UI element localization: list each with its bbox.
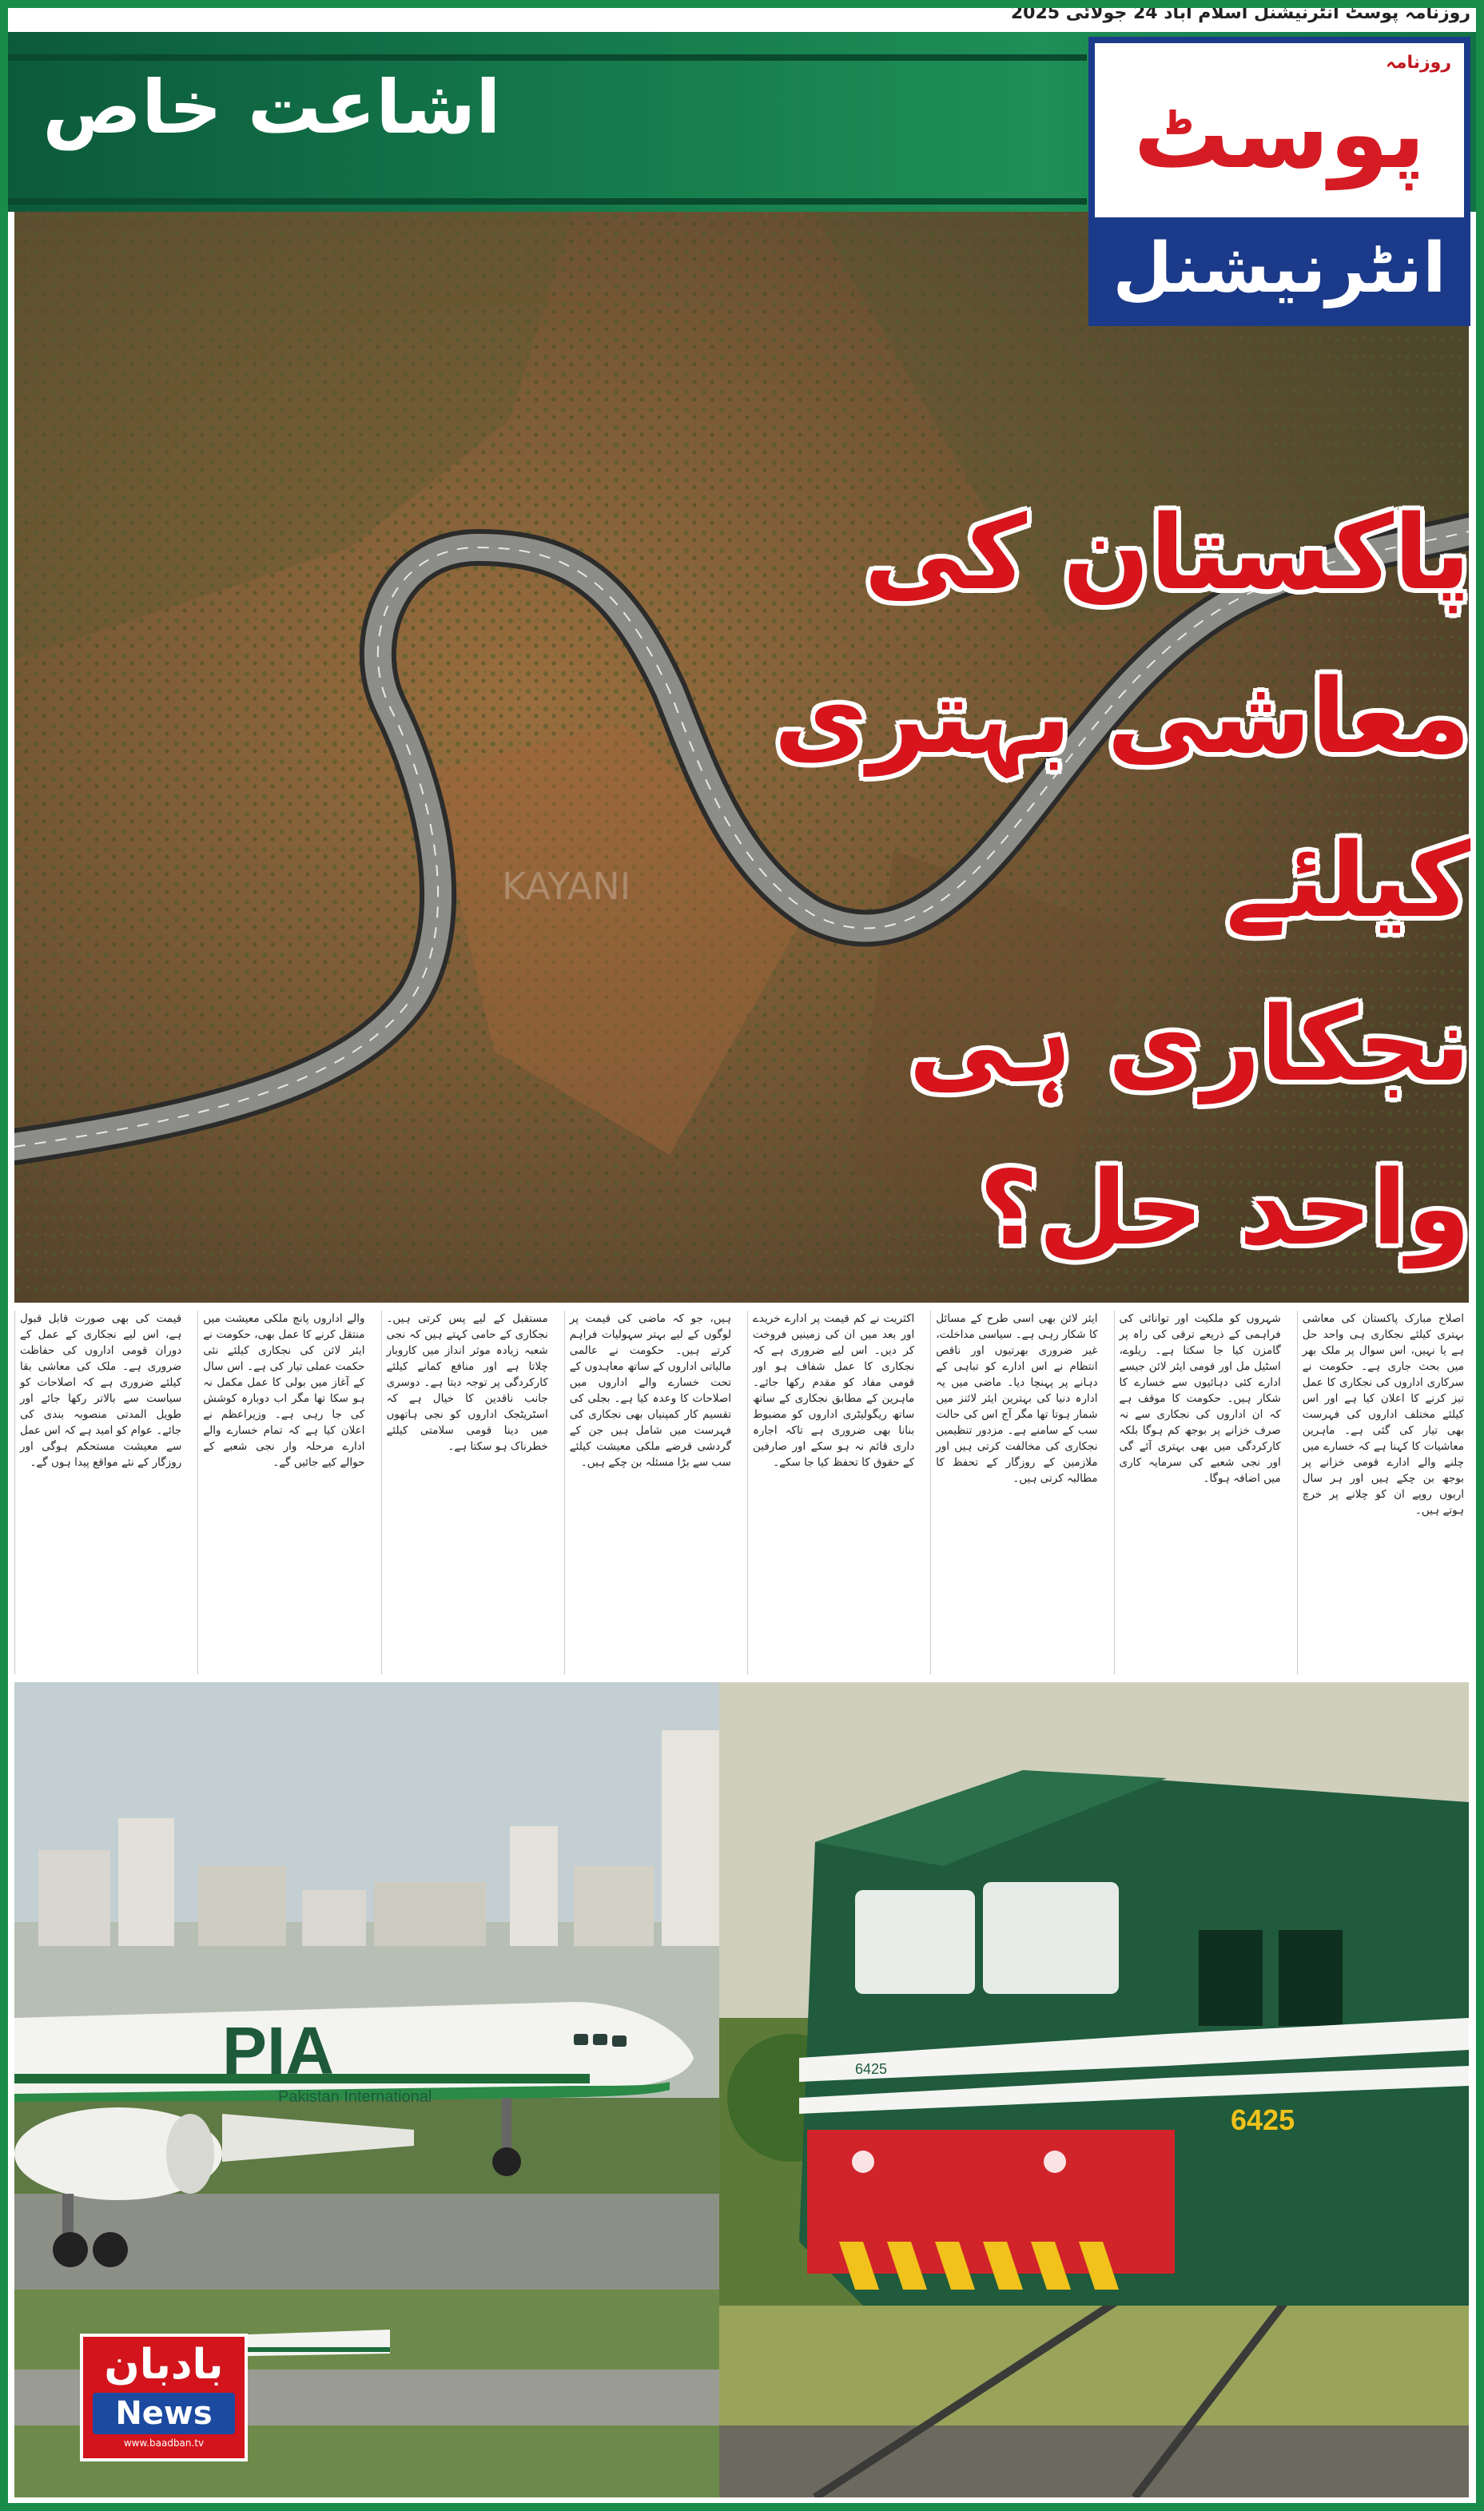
masthead-top xyxy=(1095,43,1464,207)
train-illustration xyxy=(719,1682,1469,2497)
headline-line: کیلئے xyxy=(1225,822,1470,941)
dateline: روزنامہ پوسٹ انٹرنیشنل اسلام آباد 24 جولائی 2025 xyxy=(1010,3,1470,23)
logo-news: News xyxy=(93,2393,235,2434)
masthead-name: پوسٹ xyxy=(1133,79,1426,190)
headline-line: نجکاری ہی xyxy=(909,985,1470,1104)
article-column: قیمت کی بھی صورت قابل قبول ہے، اس لیے نجکاری کے عمل کے دوران قومی اداروں کی حفاظت ضروری ہے۔ ملک کی معاشی بقا کیلئے ضروری ہے کہ اصلاحات کو سیاست سے بالاتر رکھا جائے اور طویل المدتی منصوبہ بندی کی جائے۔ عوام کو امید ہے کہ اس عمل سے معیشت مستحکم ہوگی اور روزگار کے نئے مواقع پیدا ہوں گے۔ xyxy=(14,1311,186,1674)
article-column: مستقبل کے لیے پس کرتی ہیں۔ نجکاری کے حامی کہتے ہیں کہ نجی شعبہ زیادہ موثر انداز میں کاروبار چلاتا ہے اور منافع کمانے کیلئے کارکردگی پر توجہ دیتا ہے۔ دوسری جانب ناقدین کا خیال ہے کہ اسٹریٹجک اداروں کو نجی ہاتھوں میں دینا قومی سلامتی کیلئے خطرناک ہو سکتا ہے۔ xyxy=(381,1311,553,1674)
article-column: اکثریت نے کم قیمت پر ادارے خریدے اور بعد میں ان کی زمینیں فروخت کر دیں۔ اس لیے ضروری ہے کہ نجکاری کا عمل شفاف ہو اور قومی مفاد کو مقدم رکھا جائے۔ ماہرین کے مطابق نجکاری کے ساتھ ساتھ ریگولیٹری اداروں کو مضبوط بنانا بھی ضروری ہے تاکہ اجارہ داری قائم نہ ہو سکے اور صارفین کے حقوق کا تحفظ کیا جا سکے۔ xyxy=(747,1311,919,1674)
plane-sub: Pakistan International xyxy=(278,2088,432,2106)
article-column: ہیں، جو کہ ماضی کی قیمت پر لوگوں کے لیے بہتر سہولیات فراہم کرتے ہیں۔ حکومت نے عالمی مالیاتی اداروں کے ساتھ معاہدوں کے تحت خسارے والے اداروں میں اصلاحات کا وعدہ کیا ہے۔ بجلی کی تقسیم کار کمپنیاں بھی نجکاری کی فہرست میں شامل ہیں جن کے گردشی قرضے ملکی معیشت کیلئے سب سے بڑا مسئلہ بن چکے ہیں۔ xyxy=(564,1311,736,1674)
photo-train xyxy=(719,1682,1469,2497)
masthead-logo[interactable] xyxy=(1088,37,1470,326)
logo-url: www.baadban.tv xyxy=(123,2437,205,2449)
headline-line: پاکستان کی xyxy=(864,494,1470,613)
article-column: ایئر لائن بھی اسی طرح کے مسائل کا شکار رہی ہے۔ سیاسی مداخلت، غیر ضروری بھرتیوں اور ناقص انتظام نے اس ادارے کو تباہی کے دہانے پر پہنچا دیا۔ ماضی میں یہ ادارہ دنیا کی بہترین ایئر لائنز میں شمار ہوتا تھا مگر آج اس کی حالت سب کے سامنے ہے۔ مزدور تنظیمیں نجکاری کی مخالفت کرتی ہیں اور ملازمین کے روزگار کے تحفظ کا مطالبہ کرتی ہیں۔ xyxy=(930,1311,1102,1674)
badban-news-logo[interactable] xyxy=(80,2334,248,2461)
article-column: والے اداروں پانچ ملکی معیشت میں منتقل کرنے کا عمل بھی، حکومت نے ایئر لائن کی نجکاری کیلئے نئی حکمت عملی تیار کی ہے۔ اس سال کے آغاز میں بولی کا عمل مکمل نہ ہو سکا تھا مگر اب دوبارہ کوشش کی جا رہی ہے۔ وزیراعظم نے اعلان کیا ہے کہ تمام خسارے والے ادارے مرحلہ وار نجی شعبے کے حوالے کیے جائیں گے۔ xyxy=(197,1311,369,1674)
watermark: KAYANI xyxy=(502,865,631,908)
train-number-small: 6425 xyxy=(855,2061,888,2077)
train-number: 6425 xyxy=(1231,2103,1295,2136)
headline-line: واحد حل؟ xyxy=(979,1149,1470,1268)
logo-name: بادبان xyxy=(104,2341,224,2389)
masthead-roznama: روزنامہ xyxy=(1385,53,1451,73)
plane-brand: PIA xyxy=(222,2013,335,2088)
headline xyxy=(774,472,1470,1291)
headline-line: معاشی بہتری xyxy=(774,658,1470,777)
article-body xyxy=(14,1311,1469,1674)
article-column: اصلاح مبارک پاکستان کی معاشی بہتری کیلئے نجکاری ہی واحد حل ہے یا نہیں، اس سوال پر ملک بھر میں بحث جاری ہے۔ حکومت نے سرکاری اداروں کی نجکاری کا عمل تیز کرنے کا اعلان کیا ہے اور اس کیلئے مختلف اداروں کی فہرست بھی تیار کی گئی ہے۔ ماہرین معاشیات کا کہنا ہے کہ خسارے میں چلنے والے ادارے قومی خزانے پر بوجھ بن چکے ہیں اور ہر سال اربوں روپے ان کو چلانے پر خرچ ہوتے ہیں۔ xyxy=(1297,1311,1469,1674)
section-title: اشاعت خاص xyxy=(42,65,501,150)
article-column: شہروں کو ملکیت اور توانائی کی فراہمی کے ذریعے ترقی کی راہ پر گامزن کیا جا سکتا ہے۔ ریلوے، اسٹیل مل اور قومی ایئر لائن جیسے ادارے کئی دہائیوں سے خسارے کا شکار ہیں۔ حکومت کا موقف ہے کہ ان اداروں کی نجکاری سے نہ صرف خزانے پر بوجھ کم ہوگا بلکہ کارکردگی میں بھی بہتری آئے گی اور نجی شعبے کی سرمایہ کاری میں اضافہ ہوگا۔ xyxy=(1114,1311,1286,1674)
masthead-subtitle: انٹرنیشنل xyxy=(1095,217,1464,320)
